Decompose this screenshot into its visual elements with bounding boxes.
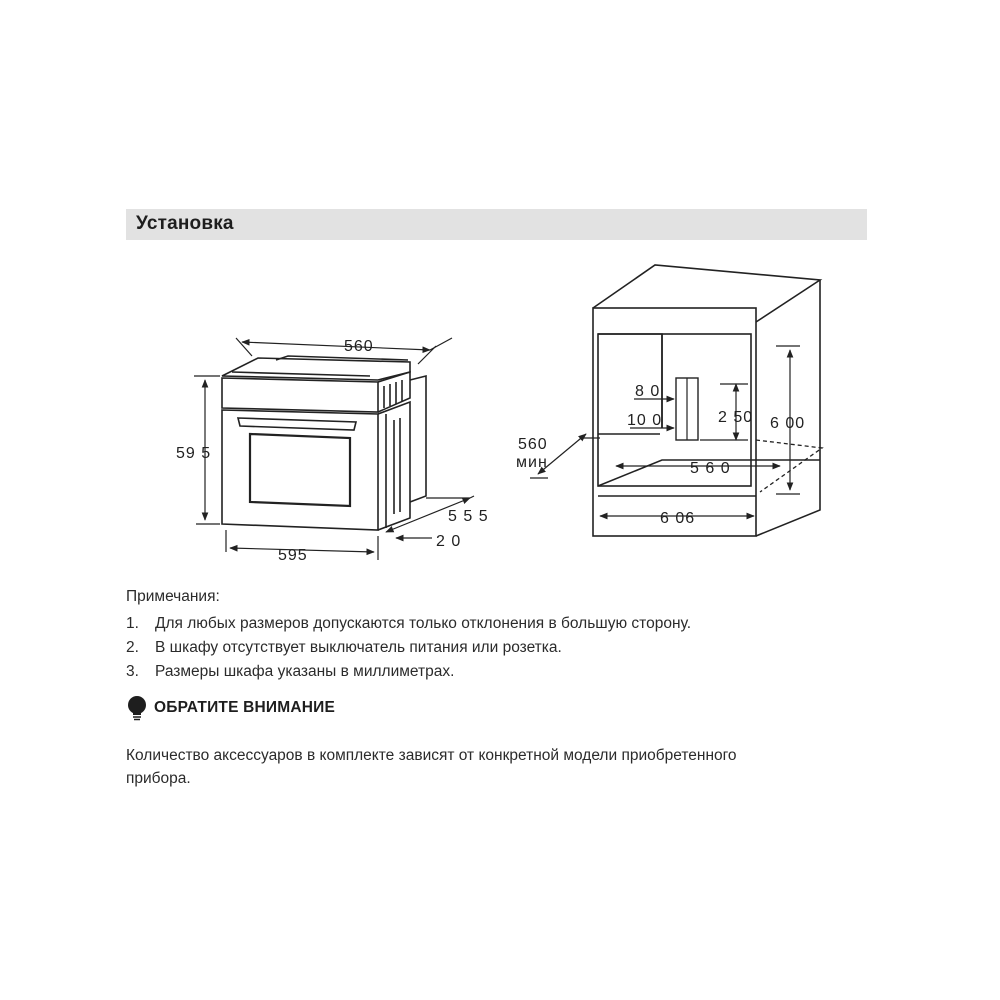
dim-oven-width-top: 560	[344, 338, 374, 355]
note-number: 2.	[126, 639, 139, 656]
note-text: Размеры шкафа указаны в миллиметрах.	[155, 663, 455, 680]
note-number: 1.	[126, 615, 139, 632]
note-item	[126, 660, 691, 684]
cabinet-dimensions	[530, 346, 800, 516]
dim-inner-width: 5 6 0	[690, 460, 731, 477]
note-item	[126, 636, 691, 660]
dim-min-depth-unit: мин	[516, 454, 548, 471]
note-text: В шкафу отсутствует выключатель питания или розетка.	[155, 639, 562, 656]
note-number: 3.	[126, 663, 139, 680]
dim-oven-width-bottom: 595	[278, 547, 308, 564]
note-item	[126, 612, 691, 636]
notes-title: Примечания:	[126, 588, 220, 605]
note-text: Для любых размеров допускаются только отклонения в большую сторону.	[155, 615, 692, 632]
attention-heading	[126, 695, 335, 721]
dim-outer-width: 6 06	[660, 510, 696, 527]
dim-cabinet-80: 8 0	[635, 383, 661, 400]
oven-drawing	[222, 356, 426, 530]
dim-oven-height: 59 5	[176, 445, 212, 462]
attention-title: ОБРАТИТЕ ВНИМАНИЕ	[154, 699, 336, 716]
dim-front-offset: 2 0	[436, 533, 462, 550]
attention-text: Количество аксессуаров в комплекте зависят от конкретной модели приобретенного прибора.	[126, 747, 737, 787]
section-title: Установка	[136, 213, 234, 234]
notes	[126, 588, 691, 684]
dim-oven-depth: 5 5 5	[448, 508, 489, 525]
cabinet-drawing	[593, 265, 822, 536]
dim-cabinet-250: 2 50	[718, 409, 754, 426]
dim-cabinet-100: 10 0	[627, 412, 663, 429]
dim-cabinet-600: 6 00	[770, 415, 806, 432]
dim-min-depth-value: 560	[518, 436, 548, 453]
oven-dimensions	[194, 338, 474, 560]
lightbulb-icon	[126, 695, 148, 721]
